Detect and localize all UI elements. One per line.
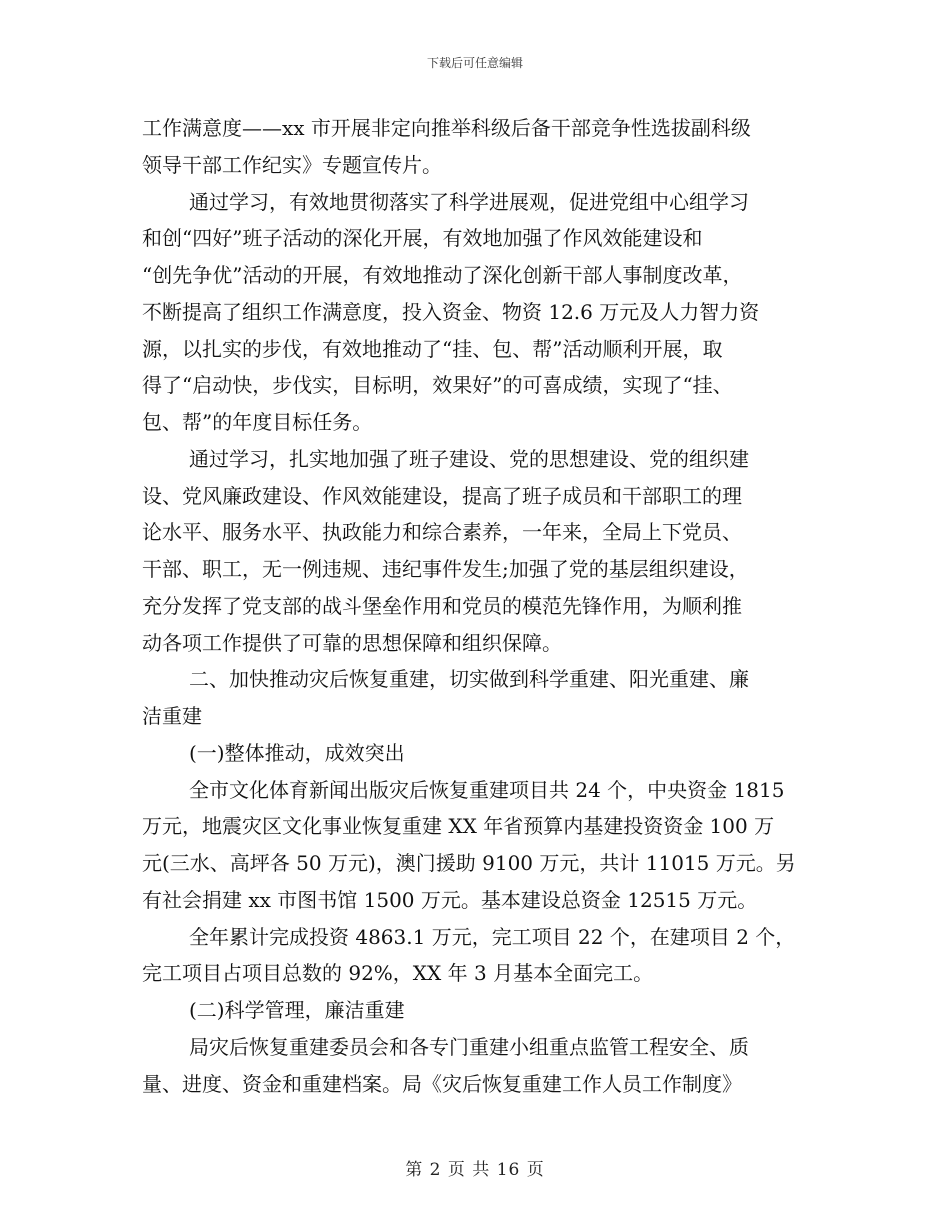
section-heading: 洁重建	[142, 704, 202, 728]
section-heading: 二、加快推动灾后恢复重建，切实做到科学重建、阳光重建、廉	[189, 667, 749, 692]
text-line: 万元，地震灾区文化事业恢复重建 XX 年省预算内基建投资资金 100 万	[142, 814, 775, 839]
text-line: “创先争优”活动的开展，有效地推动了深化创新干部人事制度改革，	[142, 263, 743, 287]
text-line: 得了“启动快，步伐实，目标明，效果好”的可喜成绩，实现了“挂、	[142, 373, 733, 398]
text-line: 有社会捐建 xx 市图书馆 1500 万元。基本建设总资金 12515 万元。	[142, 887, 758, 912]
text-line: 通过学习，扎实地加强了班子建设、党的思想建设、党的组织建	[189, 446, 749, 471]
page-header-note: 下载后可任意编辑	[426, 56, 523, 70]
text-line: 设、党风廉政建设、作风效能建设，提高了班子成员和干部职工的理	[142, 483, 742, 508]
text-line: 干部、职工，无一例违规、违纪事件发生;加强了党的基层组织建设，	[142, 557, 749, 581]
text-line: 量、进度、资金和重建档案。局《灾后恢复重建工作人员工作制度》	[142, 1071, 742, 1096]
subsection-heading: (二)科学管理，廉洁重建	[189, 998, 405, 1022]
text-line: 元(三水、高坪各 50 万元)，澳门援助 9100 万元，共计 11015 万元。另	[142, 851, 796, 875]
text-line: 动各项工作提供了可靠的思想保障和组织保障。	[142, 630, 562, 655]
text-line: 通过学习，有效地贯彻落实了科学进展观，促进党组中心组学习	[189, 189, 749, 214]
text-line: 全年累计完成投资 4863.1 万元，完工项目 22 个，在建项目 2 个，	[189, 924, 796, 949]
text-line: 完工项目占项目总数的 92%，XX 年 3 月基本全面完工。	[142, 961, 654, 986]
text-line: 工作满意度——xx 市开展非定向推举科级后备干部竞争性选拔副科级	[142, 116, 751, 140]
text-line: 全市文化体育新闻出版灾后恢复重建项目共 24 个，中央资金 1815	[189, 777, 785, 802]
text-line: 包、帮”的年度目标任务。	[142, 410, 373, 434]
text-line: 和创“四好”班子活动的深化开展，有效地加强了作风效能建设和	[142, 226, 703, 251]
document-body	[142, 110, 812, 1102]
text-line: 充分发挥了党支部的战斗堡垒作用和党员的模范先锋作用，为顺利推	[142, 593, 742, 618]
text-line: 论水平、服务水平、执政能力和综合素养，一年来，全局上下党员、	[142, 520, 742, 545]
page-footer: 第 2 页 共 16 页	[405, 1160, 545, 1180]
text-line: 领导干部工作纪实》专题宣传片。	[142, 152, 442, 177]
text-line: 局灾后恢复重建委员会和各专门重建小组重点监管工程安全、质	[189, 1034, 749, 1059]
subsection-heading: (一)整体推动，成效突出	[189, 740, 405, 765]
text-line: 不断提高了组织工作满意度，投入资金、物资 12.6 万元及人力智力资	[142, 299, 760, 324]
text-line: 源，以扎实的步伐，有效地推动了“挂、包、帮”活动顺利开展，取	[142, 336, 723, 361]
